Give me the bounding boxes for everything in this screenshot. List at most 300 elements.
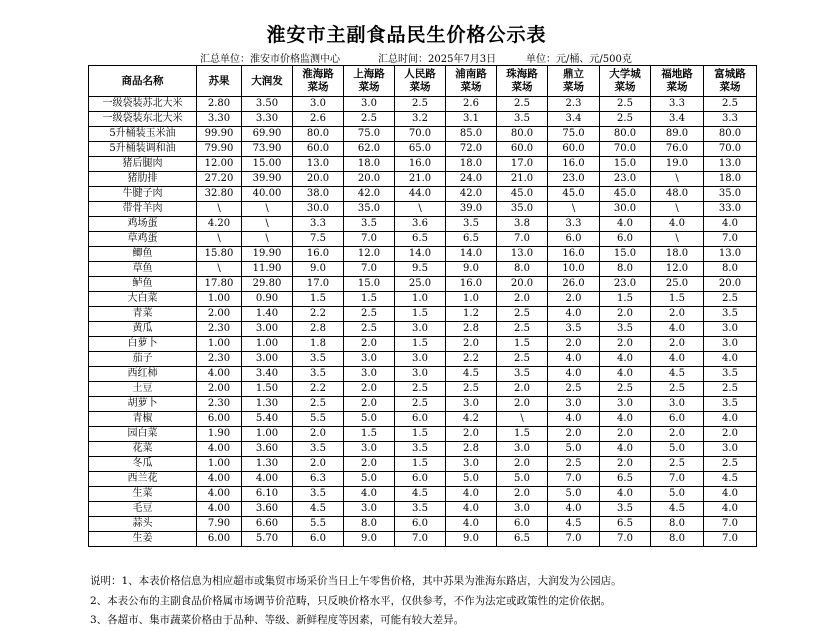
price-cell: 4.0 — [651, 322, 704, 337]
price-cell: 3.30 — [242, 112, 293, 127]
price-cell: 3.5 — [600, 322, 651, 337]
summary-date: 汇总时间：2025年7月3日 — [378, 54, 497, 65]
price-cell: 2.0 — [600, 427, 651, 442]
item-name-cell: 青椒 — [89, 412, 197, 427]
price-cell: 29.80 — [242, 277, 293, 292]
price-cell: 2.5 — [446, 382, 497, 397]
price-cell: 2.0 — [344, 397, 395, 412]
price-cell: 2.8 — [446, 442, 497, 457]
price-cell: 8.0 — [651, 532, 704, 547]
price-cell: 19.90 — [242, 247, 293, 262]
price-cell: 14.0 — [395, 247, 446, 262]
price-cell: 6.5 — [395, 232, 446, 247]
price-cell: 3.0 — [600, 397, 651, 412]
column-header-line: 大学城 — [609, 68, 641, 80]
price-cell: 23.0 — [600, 172, 651, 187]
price-cell: 35.0 — [704, 187, 757, 202]
price-cell: 3.0 — [704, 442, 757, 457]
price-cell: 15.0 — [600, 247, 651, 262]
price-cell: 2.5 — [344, 322, 395, 337]
price-cell: 4.0 — [600, 442, 651, 457]
item-name-cell: 毛豆 — [89, 502, 197, 517]
price-cell: 15.0 — [600, 157, 651, 172]
item-name-cell: 大白菜 — [89, 292, 197, 307]
price-cell: 15.0 — [344, 277, 395, 292]
price-cell: 3.50 — [242, 97, 293, 112]
price-cell: 1.5 — [497, 427, 548, 442]
price-cell: 2.0 — [600, 307, 651, 322]
price-cell: 3.5 — [293, 487, 344, 502]
column-header-market — [651, 66, 704, 97]
column-header-line: 商品名称 — [121, 74, 164, 87]
price-cell: 2.2 — [446, 352, 497, 367]
column-header-line: 菜场 — [460, 81, 482, 93]
table-header-row — [89, 66, 757, 97]
price-cell: 5.0 — [548, 442, 600, 457]
item-name-cell: 一级袋装苏北大米 — [89, 97, 197, 112]
price-cell: 2.30 — [197, 397, 242, 412]
price-cell: 2.5 — [600, 382, 651, 397]
price-cell: 2.0 — [600, 337, 651, 352]
column-header-market — [395, 66, 446, 97]
price-cell: 6.0 — [497, 517, 548, 532]
price-cell: 4.0 — [600, 487, 651, 502]
price-cell: 4.5 — [548, 517, 600, 532]
price-cell: 4.5 — [651, 367, 704, 382]
column-header-market — [600, 66, 651, 97]
price-cell: 4.0 — [600, 352, 651, 367]
price-cell: 7.0 — [704, 232, 757, 247]
price-cell: 3.0 — [651, 397, 704, 412]
price-cell: 4.0 — [704, 502, 757, 517]
price-cell: 5.70 — [242, 532, 293, 547]
price-cell: 2.5 — [395, 382, 446, 397]
price-cell: 2.30 — [197, 352, 242, 367]
item-name-cell: 草鸡蛋 — [89, 232, 197, 247]
price-cell: 4.0 — [446, 487, 497, 502]
price-cell: 45.0 — [600, 187, 651, 202]
price-cell: 1.5 — [395, 337, 446, 352]
column-header-market — [293, 66, 344, 97]
price-cell: 6.0 — [548, 232, 600, 247]
price-cell: 2.0 — [548, 427, 600, 442]
price-cell: 2.0 — [548, 292, 600, 307]
price-cell: 4.0 — [704, 412, 757, 427]
price-cell: 13.0 — [497, 247, 548, 262]
price-cell: 42.0 — [446, 187, 497, 202]
price-cell: 13.0 — [704, 247, 757, 262]
price-cell: 18.0 — [704, 172, 757, 187]
price-cell: 7.0 — [704, 532, 757, 547]
table-row — [89, 412, 757, 427]
price-cell: 7.5 — [293, 232, 344, 247]
price-cell: 6.0 — [293, 532, 344, 547]
price-cell: 2.5 — [548, 382, 600, 397]
table-row — [89, 142, 757, 157]
table-row — [89, 487, 757, 502]
price-cell: \ — [242, 232, 293, 247]
price-cell: 2.6 — [293, 112, 344, 127]
price-cell: 6.00 — [197, 532, 242, 547]
price-cell: 45.0 — [497, 187, 548, 202]
price-cell: 9.0 — [344, 532, 395, 547]
price-cell: 3.0 — [446, 397, 497, 412]
column-header-market — [548, 66, 600, 97]
price-cell: 2.00 — [197, 382, 242, 397]
price-cell: 35.0 — [497, 202, 548, 217]
price-cell: 4.0 — [704, 352, 757, 367]
item-name-cell: 西兰花 — [89, 472, 197, 487]
price-cell: 5.0 — [344, 412, 395, 427]
table-row — [89, 442, 757, 457]
column-header-market — [446, 66, 497, 97]
price-cell: 45.0 — [548, 187, 600, 202]
price-cell: 2.6 — [446, 97, 497, 112]
price-cell: 7.0 — [344, 232, 395, 247]
price-cell: \ — [242, 217, 293, 232]
price-cell: 1.5 — [651, 292, 704, 307]
price-cell: 5.0 — [548, 487, 600, 502]
price-cell: 2.5 — [497, 307, 548, 322]
note-1: 说明：1、本表价格信息为相应超市或集贸市场采价当日上午零售价格，其中苏果为淮海东路店，大润发为公园店。 — [90, 575, 622, 587]
price-cell: 3.0 — [497, 442, 548, 457]
price-cell: 20.0 — [344, 172, 395, 187]
table-row — [89, 337, 757, 352]
table-row — [89, 532, 757, 547]
price-cell: 2.5 — [651, 382, 704, 397]
price-cell: 1.5 — [497, 337, 548, 352]
price-cell: 4.0 — [344, 487, 395, 502]
price-cell: 3.5 — [293, 352, 344, 367]
price-cell: 3.8 — [497, 217, 548, 232]
price-cell: 4.0 — [600, 367, 651, 382]
table-row — [89, 517, 757, 532]
price-cell: 4.00 — [197, 367, 242, 382]
price-cell: 5.0 — [344, 472, 395, 487]
price-cell: 80.0 — [497, 127, 548, 142]
price-cell: 27.20 — [197, 172, 242, 187]
price-cell: 60.0 — [548, 142, 600, 157]
price-cell: 2.5 — [704, 97, 757, 112]
price-cell: 2.0 — [600, 457, 651, 472]
price-cell: 42.0 — [344, 187, 395, 202]
table-row — [89, 307, 757, 322]
column-header-line: 菜场 — [307, 81, 329, 93]
price-cell: 4.0 — [446, 517, 497, 532]
table-row — [89, 127, 757, 142]
item-name-cell: 园白菜 — [89, 427, 197, 442]
price-cell: 1.00 — [242, 427, 293, 442]
price-cell: 2.0 — [651, 337, 704, 352]
price-cell: 85.0 — [446, 127, 497, 142]
price-cell: 19.0 — [651, 157, 704, 172]
table-body — [89, 97, 757, 547]
price-cell: 2.0 — [497, 292, 548, 307]
price-cell: 1.40 — [242, 307, 293, 322]
price-cell: 12.0 — [651, 262, 704, 277]
column-header-line: 淮海路 — [302, 68, 334, 80]
price-cell: 18.0 — [344, 157, 395, 172]
price-cell: 3.0 — [344, 502, 395, 517]
column-header-line: 大润发 — [251, 74, 283, 87]
table-row — [89, 172, 757, 187]
price-cell: 3.5 — [704, 397, 757, 412]
page-title: 淮安市主副食品民生价格公示表 — [266, 24, 547, 46]
column-header-item — [89, 66, 197, 97]
price-cell: 3.0 — [395, 367, 446, 382]
price-cell: 3.3 — [548, 217, 600, 232]
price-cell: 2.30 — [197, 322, 242, 337]
price-cell: \ — [395, 202, 446, 217]
column-header-line: 菜场 — [358, 81, 380, 93]
price-cell: 4.0 — [651, 217, 704, 232]
price-cell: 4.00 — [197, 472, 242, 487]
price-cell: 3.5 — [600, 502, 651, 517]
price-cell: 14.0 — [446, 247, 497, 262]
price-cell: 20.0 — [293, 172, 344, 187]
price-cell: 17.0 — [497, 157, 548, 172]
table-row — [89, 457, 757, 472]
price-cell: 3.5 — [395, 502, 446, 517]
price-cell: 72.0 — [446, 142, 497, 157]
price-cell: 4.00 — [242, 472, 293, 487]
table-row — [89, 232, 757, 247]
price-cell: 9.5 — [395, 262, 446, 277]
item-name-cell: 西红柿 — [89, 367, 197, 382]
price-cell: 3.0 — [704, 337, 757, 352]
price-cell: 26.0 — [548, 277, 600, 292]
price-cell: 3.0 — [395, 352, 446, 367]
price-cell: 4.5 — [704, 472, 757, 487]
price-cell: 20.0 — [704, 277, 757, 292]
table-row — [89, 262, 757, 277]
price-cell: 1.50 — [242, 382, 293, 397]
price-cell: 2.2 — [293, 382, 344, 397]
column-header-line: 富城路 — [714, 68, 746, 80]
price-cell: 2.0 — [497, 457, 548, 472]
price-cell: 32.80 — [197, 187, 242, 202]
price-cell: 75.0 — [344, 127, 395, 142]
price-cell: 1.5 — [395, 457, 446, 472]
price-cell: 7.0 — [548, 472, 600, 487]
price-table — [88, 65, 757, 547]
price-cell: 12.00 — [197, 157, 242, 172]
price-cell: 80.0 — [704, 127, 757, 142]
item-name-cell: 牛腱子肉 — [89, 187, 197, 202]
price-cell: 2.0 — [344, 382, 395, 397]
price-cell: 17.0 — [293, 277, 344, 292]
price-cell: 7.0 — [344, 262, 395, 277]
price-cell: \ — [651, 202, 704, 217]
price-cell: 4.0 — [600, 412, 651, 427]
item-name-cell: 鲫鱼 — [89, 247, 197, 262]
price-cell: 65.0 — [395, 142, 446, 157]
price-cell: 4.0 — [548, 352, 600, 367]
price-cell: 8.0 — [497, 262, 548, 277]
price-cell: 3.60 — [242, 502, 293, 517]
table-row — [89, 217, 757, 232]
price-cell: 3.60 — [242, 442, 293, 457]
price-cell: 16.0 — [548, 157, 600, 172]
price-cell: 2.5 — [704, 457, 757, 472]
price-cell: 3.5 — [293, 442, 344, 457]
price-cell: \ — [197, 232, 242, 247]
column-header-line: 苏果 — [208, 74, 230, 87]
column-header-market — [704, 66, 757, 97]
price-cell: 3.00 — [242, 322, 293, 337]
price-cell: \ — [651, 172, 704, 187]
note-2: 2、本表公布的主副食品价格属市场调节价范畴，只反映价格水平，仅供参考，不作为法定或政策性的定价依据。 — [90, 594, 612, 607]
table-row — [89, 367, 757, 382]
price-cell: \ — [242, 202, 293, 217]
price-cell: 2.3 — [548, 97, 600, 112]
price-cell: 2.00 — [197, 307, 242, 322]
price-cell: 44.0 — [395, 187, 446, 202]
price-cell: 1.30 — [242, 397, 293, 412]
price-cell: 89.0 — [651, 127, 704, 142]
price-cell: 1.0 — [395, 292, 446, 307]
table-row — [89, 277, 757, 292]
price-cell: 1.0 — [446, 292, 497, 307]
price-cell: 3.5 — [395, 442, 446, 457]
price-cell: 2.5 — [497, 322, 548, 337]
price-cell: 3.0 — [395, 322, 446, 337]
price-cell: 6.0 — [651, 412, 704, 427]
item-name-cell: 白萝卜 — [89, 337, 197, 352]
column-header-market — [497, 66, 548, 97]
price-cell: 2.0 — [446, 427, 497, 442]
price-cell: 2.5 — [344, 307, 395, 322]
table-row — [89, 292, 757, 307]
price-cell: 4.00 — [197, 502, 242, 517]
column-header-line: 上海路 — [353, 68, 385, 80]
price-cell: 17.80 — [197, 277, 242, 292]
price-cell: 7.0 — [600, 532, 651, 547]
price-cell: 3.0 — [548, 397, 600, 412]
price-cell: 3.2 — [395, 112, 446, 127]
column-header-line: 珠海路 — [506, 68, 538, 80]
table-row — [89, 112, 757, 127]
price-cell: 4.0 — [651, 352, 704, 367]
price-cell: 2.5 — [395, 97, 446, 112]
item-name-cell: 猪后腿肉 — [89, 157, 197, 172]
price-cell: 10.0 — [548, 262, 600, 277]
price-cell: 7.0 — [395, 532, 446, 547]
price-cell: 7.0 — [548, 532, 600, 547]
price-cell: 6.60 — [242, 517, 293, 532]
price-cell: 8.0 — [651, 517, 704, 532]
price-cell: 7.90 — [197, 517, 242, 532]
price-cell: 80.0 — [293, 127, 344, 142]
price-cell: 3.5 — [704, 367, 757, 382]
table-row — [89, 247, 757, 262]
price-cell: 2.0 — [446, 337, 497, 352]
column-header-market — [197, 66, 242, 97]
table-row — [89, 187, 757, 202]
price-cell: 7.0 — [497, 232, 548, 247]
price-cell: 2.5 — [497, 97, 548, 112]
price-cell: 4.00 — [197, 442, 242, 457]
price-cell: 2.5 — [548, 457, 600, 472]
price-cell: 4.0 — [704, 487, 757, 502]
price-cell: 3.5 — [446, 217, 497, 232]
price-cell: 1.90 — [197, 427, 242, 442]
price-cell: 8.0 — [704, 262, 757, 277]
item-name-cell: 猪肋排 — [89, 172, 197, 187]
price-cell: 7.0 — [704, 517, 757, 532]
price-cell: 70.0 — [600, 142, 651, 157]
item-name-cell: 黄瓜 — [89, 322, 197, 337]
price-cell: 4.5 — [446, 367, 497, 382]
price-cell: 2.5 — [600, 97, 651, 112]
price-cell: 3.0 — [344, 352, 395, 367]
price-cell: 3.00 — [242, 352, 293, 367]
price-cell: 5.0 — [446, 472, 497, 487]
price-cell: 2.0 — [293, 457, 344, 472]
price-cell: 4.0 — [600, 217, 651, 232]
price-cell: 3.0 — [344, 367, 395, 382]
price-cell: 13.0 — [704, 157, 757, 172]
price-cell: 4.0 — [548, 307, 600, 322]
price-cell: 2.5 — [395, 397, 446, 412]
price-cell: 40.00 — [242, 187, 293, 202]
price-cell: 6.0 — [395, 472, 446, 487]
price-cell: 4.20 — [197, 217, 242, 232]
price-cell: 3.5 — [344, 217, 395, 232]
price-cell: 6.5 — [446, 232, 497, 247]
price-cell: 2.8 — [293, 322, 344, 337]
price-cell: 5.5 — [293, 517, 344, 532]
price-cell: 73.90 — [242, 142, 293, 157]
price-cell: 2.8 — [446, 322, 497, 337]
price-cell: 38.0 — [293, 187, 344, 202]
price-cell: 2.5 — [293, 397, 344, 412]
item-name-cell: 带骨羊肉 — [89, 202, 197, 217]
item-name-cell: 5升桶装玉米油 — [89, 127, 197, 142]
price-cell: 5.0 — [651, 487, 704, 502]
price-cell: 3.1 — [446, 112, 497, 127]
column-header-market — [344, 66, 395, 97]
price-cell: 2.0 — [497, 382, 548, 397]
price-cell: 2.5 — [497, 352, 548, 367]
price-cell: \ — [197, 262, 242, 277]
price-cell: 80.0 — [600, 127, 651, 142]
price-cell: 2.0 — [548, 337, 600, 352]
price-cell: 2.2 — [293, 307, 344, 322]
price-cell: 9.0 — [446, 532, 497, 547]
price-cell: 25.0 — [651, 277, 704, 292]
table-row — [89, 472, 757, 487]
price-cell: 23.0 — [600, 277, 651, 292]
item-name-cell: 青菜 — [89, 307, 197, 322]
price-cell: 1.00 — [197, 292, 242, 307]
price-cell: 30.0 — [293, 202, 344, 217]
column-header-line: 菜场 — [719, 81, 741, 93]
table-row — [89, 157, 757, 172]
price-cell: 6.5 — [600, 472, 651, 487]
note-3: 3、各超市、集市蔬菜价格由于品种、等级、新鲜程度等因素，可能有较大差异。 — [90, 614, 465, 626]
item-name-cell: 胡萝卜 — [89, 397, 197, 412]
price-cell: 16.0 — [548, 247, 600, 262]
price-cell: 4.0 — [704, 217, 757, 232]
price-cell: 75.0 — [548, 127, 600, 142]
price-cell: 60.0 — [293, 142, 344, 157]
item-name-cell: 花菜 — [89, 442, 197, 457]
price-cell: 3.3 — [704, 112, 757, 127]
price-cell: 6.0 — [600, 232, 651, 247]
price-cell: \ — [497, 412, 548, 427]
item-name-cell: 冬瓜 — [89, 457, 197, 472]
